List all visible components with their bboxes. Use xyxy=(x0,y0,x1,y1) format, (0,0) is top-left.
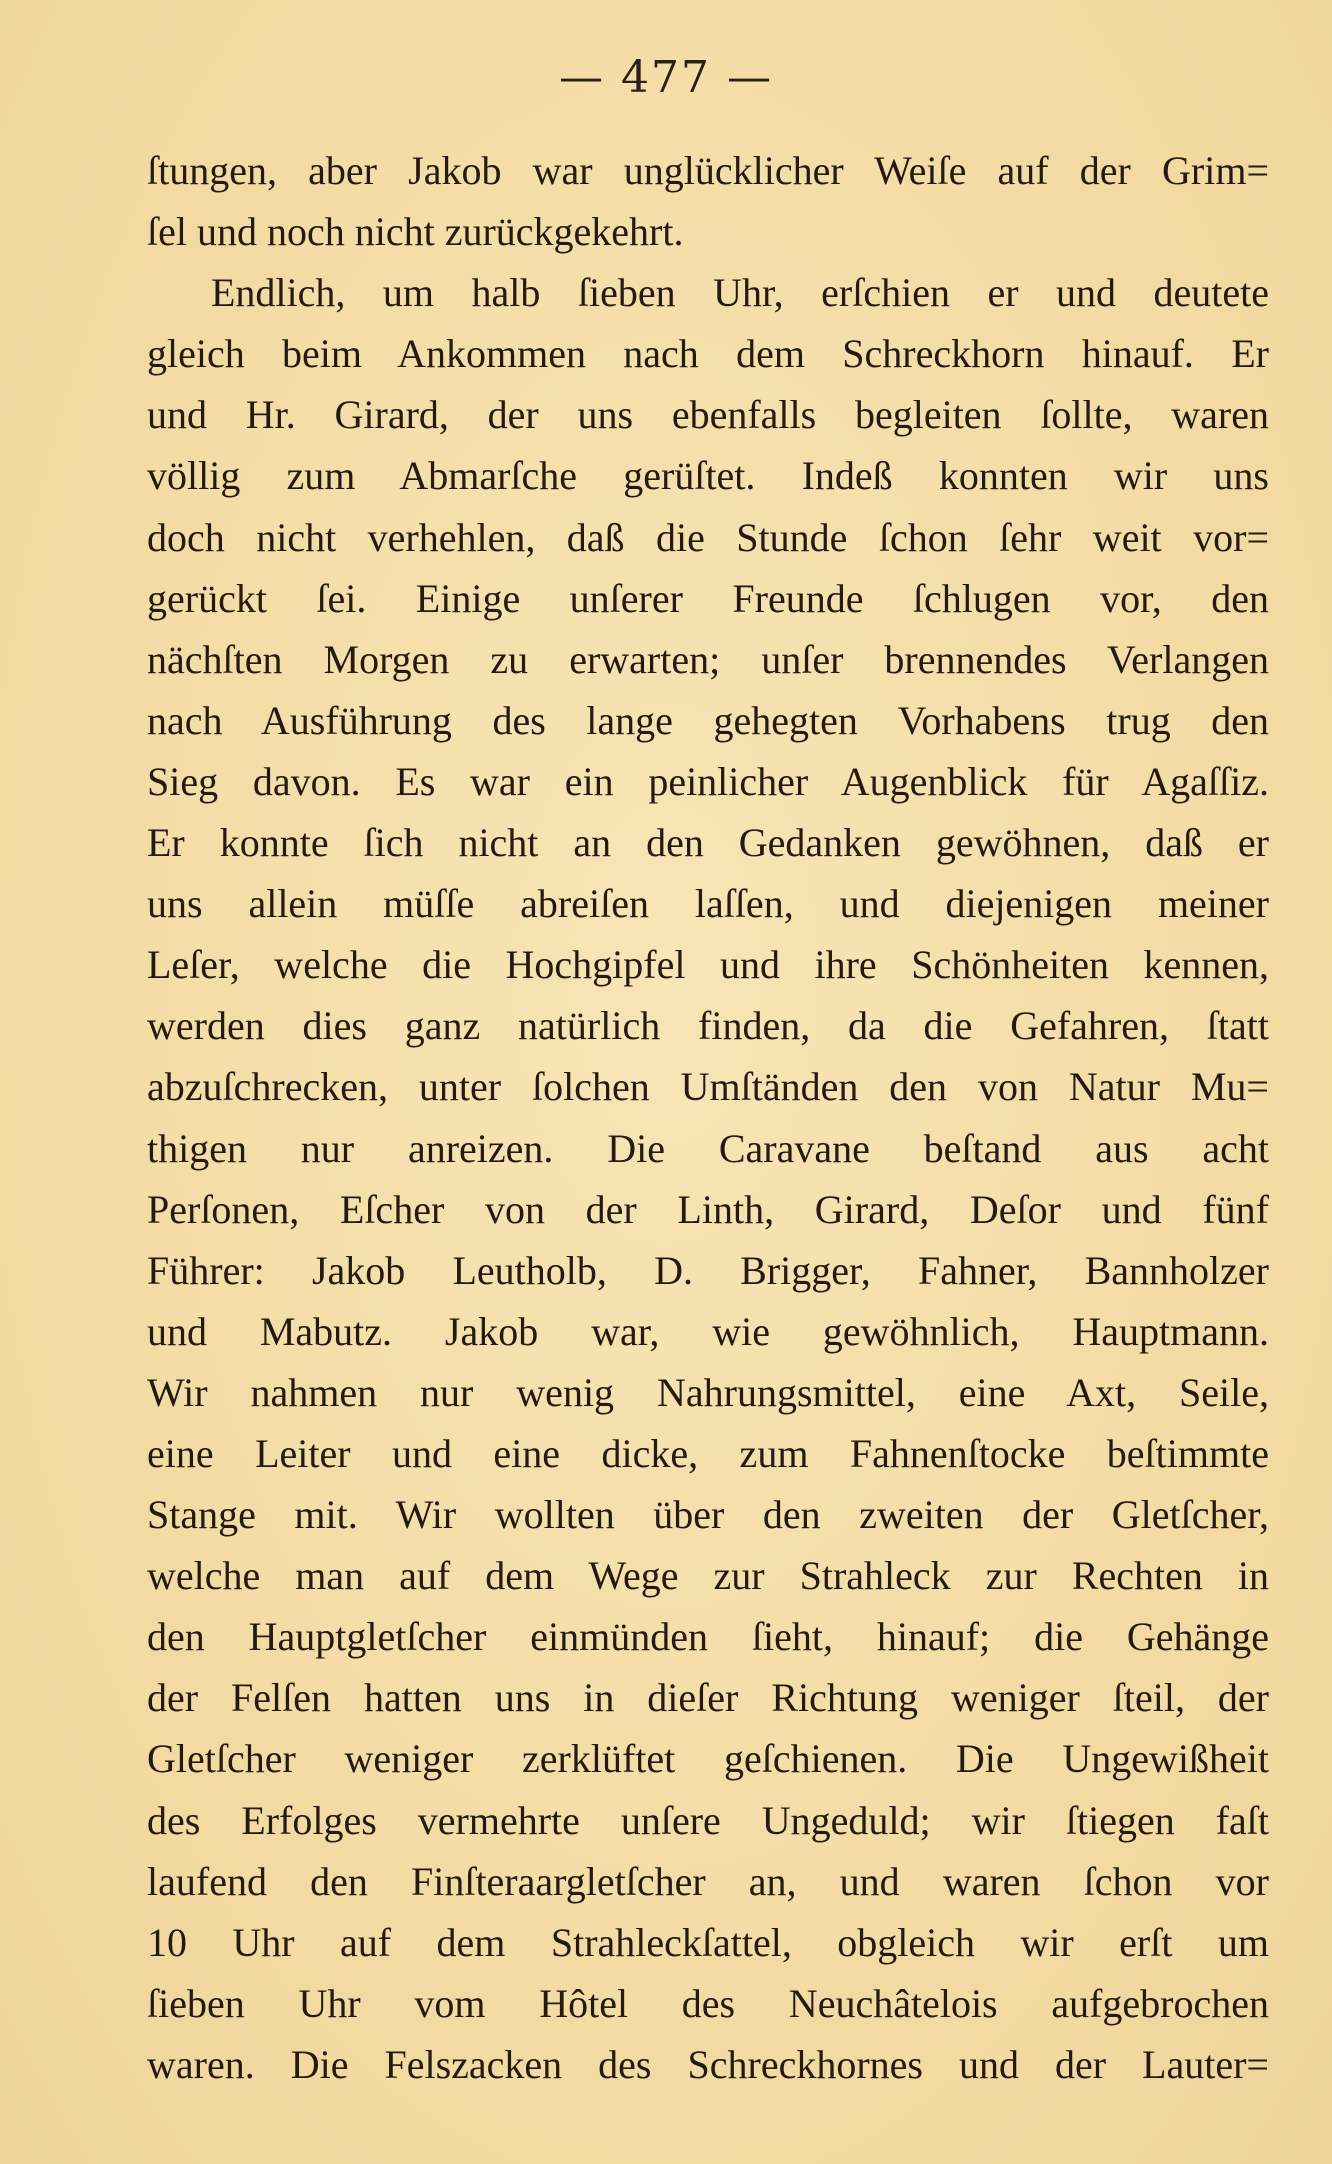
text-line: nächſten Morgen zu erwarten; unſer brennendes Verlangen xyxy=(147,636,1269,682)
text-line: und Hr. Girard, der uns ebenfalls begleiten ſollte, waren xyxy=(147,392,1269,438)
text-line: der Felſen hatten uns in dieſer Richtung weniger ſteil, der xyxy=(147,1675,1269,1721)
text-line: werden dies ganz natürlich finden, da die Gefahren, ſtatt xyxy=(147,1003,1269,1049)
body-text xyxy=(147,140,1269,2095)
text-line: und Mabutz. Jakob war, wie gewöhnlich, Hauptmann. xyxy=(147,1308,1269,1354)
text-line: Leſer, welche die Hochgipfel und ihre Schönheiten kennen, xyxy=(147,942,1269,988)
text-line: Stange mit. Wir wollten über den zweiten der Gletſcher, xyxy=(147,1492,1269,1538)
text-line: völlig zum Abmarſche gerüſtet. Indeß konnten wir uns xyxy=(147,453,1269,499)
text-line: Endlich, um halb ſieben Uhr, erſchien er und deutete xyxy=(211,270,1269,316)
text-line: gleich beim Ankommen nach dem Schreckhorn hinauf. Er xyxy=(147,331,1269,377)
text-line: laufend den Finſteraargletſcher an, und waren ſchon vor xyxy=(147,1858,1269,1904)
text-line: doch nicht verhehlen, daß die Stunde ſchon ſehr weit vor= xyxy=(147,514,1269,560)
text-line: waren. Die Felszacken des Schreckhornes und der Lauter= xyxy=(147,2041,1269,2087)
text-line: thigen nur anreizen. Die Caravane beſtand aus acht xyxy=(147,1125,1269,1171)
text-line: nach Ausführung des lange gehegten Vorhabens trug den xyxy=(147,697,1269,743)
text-line: ſieben Uhr vom Hôtel des Neuchâtelois aufgebrochen xyxy=(147,1980,1269,2026)
text-line: gerückt ſei. Einige unſerer Freunde ſchlugen vor, den xyxy=(147,575,1269,621)
text-line: ſtungen, aber Jakob war unglücklicher Weiſe auf der Grim= xyxy=(147,148,1269,193)
text-line: uns allein müſſe abreiſen laſſen, und diejenigen meiner xyxy=(147,881,1269,927)
text-line: ſel und noch nicht zurückgekehrt. xyxy=(147,209,684,255)
text-line: Gletſcher weniger zerklüftet geſchienen. Die Ungewißheit xyxy=(147,1736,1269,1782)
text-line: Führer: Jakob Leutholb, D. Brigger, Fahner, Bannholzer xyxy=(147,1247,1269,1293)
text-line: welche man auf dem Wege zur Strahleck zur Rechten in xyxy=(147,1553,1269,1599)
text-line: den Hauptgletſcher einmünden ſieht, hinauf; die Gehänge xyxy=(147,1614,1269,1660)
text-line: des Erfolges vermehrte unſere Ungeduld; wir ſtiegen faſt xyxy=(147,1797,1269,1843)
text-line: eine Leiter und eine dicke, zum Fahnenſtocke beſtimmte xyxy=(147,1430,1269,1476)
text-line: Sieg davon. Es war ein peinlicher Augenblick für Agaſſiz. xyxy=(147,758,1269,804)
text-line: Er konnte ſich nicht an den Gedanken gewöhnen, daß er xyxy=(147,820,1269,866)
text-line: Perſonen, Eſcher von der Linth, Girard, Deſor und fünf xyxy=(147,1186,1269,1232)
text-line: 10 Uhr auf dem Strahleckſattel, obgleich wir erſt um xyxy=(147,1919,1269,1965)
text-line: abzuſchrecken, unter ſolchen Umſtänden den von Natur Mu= xyxy=(147,1064,1269,1110)
page-number: — 477 — xyxy=(559,52,773,103)
text-line: Wir nahmen nur wenig Nahrungsmittel, eine Axt, Seile, xyxy=(147,1369,1269,1415)
